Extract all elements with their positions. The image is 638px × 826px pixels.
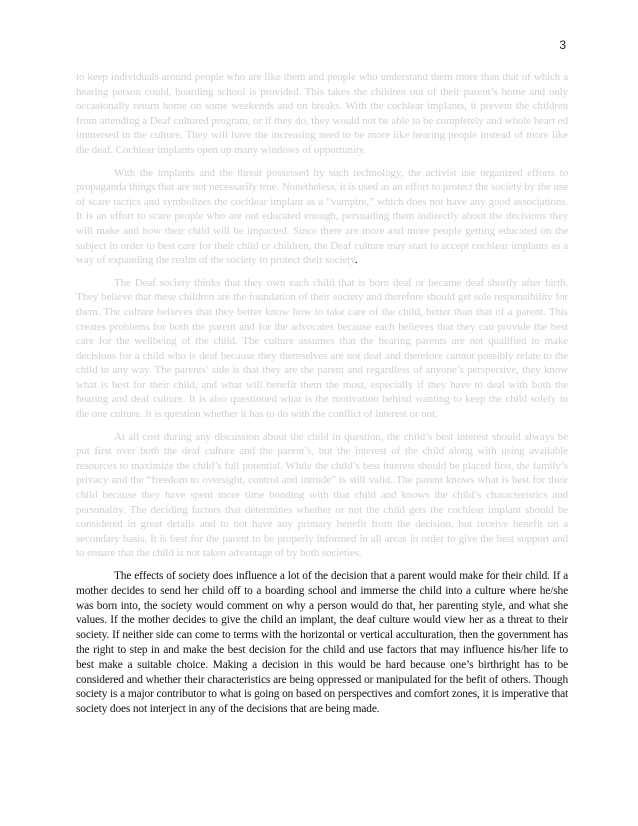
paragraph-text: With the implants and the threat possessed by such technology, the activist use organized efforts to propaganda things that are not necessarily true. Nonetheless, it is used as an effort to protect the society by the use of scare tactics and symbolizes the cochlear implant as a “vampire,” which does not have any good associations. It is an effort to scare people who are not educated enough, persuading them indirectly about the decisions they will make and how their child will be impacted. Since there are more and more people getting educated on the subject in order to best care for their child or children, the Deaf culture may start to accept cochlear implants as a way of expanding the realm of the society to protect their society: [76, 166, 568, 267]
paragraph-faded-3: [76, 276, 568, 422]
paragraph-text: At all cost during any discussion about the child in question, the child’s best interest should always be put first over both the deaf culture and the parent’s, but the interest of the child along with using available resources to maximize the child’s full potential. While the child’s best interest should be placed first, the family’s privacy and the “freedom to oversight, control and intrude” is still valid. The parent knows what is best for their child because they have spent more time bonding with that child and knows the child’s characteristics and personality. The deciding factors that determines whether or not the child gets the cochlear implant should be considered in great details and to not have any primary benefit from the decision, but receive benefit on a secondary basis. It is best for the parent to be properly informed in all areas in order to give the best support and to ensure that the child is not taken advantage of by both societies.: [76, 430, 568, 560]
paragraph-faded-1: [76, 70, 568, 158]
body-text: [76, 70, 568, 725]
paragraph-text: to keep individuals around people who are like them and people who understand them more than that of which a hearing person could, boarding school is provided. This takes the children out of their parent’s home and only occasionally return home on some weekends and on breaks. With the cochlear implants, it prevent the children from attending a Deaf cultured program, or if they do, they would not be able to be completely and whole heart ed immersed in the culture. They will have the increasing need to be more like hearing people instead of more like the deaf. Cochlear implants open up many windows of opportunity.: [76, 71, 568, 156]
page-number: 3: [559, 38, 566, 52]
paragraph-faded-4: [76, 430, 568, 561]
paragraph-faded-2: [76, 166, 568, 268]
paragraph-text: The effects of society does influence a lot of the decision that a parent would make for their child. If a mother decides to send her child off to a boarding school and immerse the child into a culture where he/she was born into, the society would comment on why a person would do that, her parenting style, and what she values. If the mother decides to give the child an implant, the deaf culture would view her as a threat to their society. If neither side can come to terms with the horizontal or vertical acculturation, then the government has the right to step in and make the best decision for the child and use factors that may influence his/her life to best make a suitable choice. Making a decision in this would be hard because one’s birthright has to be considered and whether their characteristics are being oppressed or manipulated for the befit of others. Though society is a major contributor to what is going on based on perspectives and comfort zones, it is imperative that society does not interject in any of the decisions that are being made.: [76, 570, 568, 716]
paragraph-conclusion: [76, 569, 568, 717]
stray-period-mark: .: [354, 254, 358, 267]
paragraph-text: The Deaf society thinks that they own each child that is born deaf or became deaf shortly after birth. They believe that these children are the foundation of their society and therefore should get sole responsibility for them. The culture believes that they better know how to take care of the child, better than that of a parent. This creates problems for both the parent and for the advocates because each believes that they can provide the best care for the wellbeing of the child. The culture assumes that the hearing parents are not qualified to make decisions for a child who is deaf because they themselves are not deaf and therefore cannot possibly relate to the child in any way. The parents’ side is that they are the parent and regardless of anyone’s perspective, they know what is best for their child, and what will benefit them the most, especially if they have to deal with both the hearing and deaf culture. It is also questioned what is the motivation behind wanting to keep the child solely in the one culture. It is question whether it has to do with the conflict of interest or not.: [76, 276, 568, 421]
